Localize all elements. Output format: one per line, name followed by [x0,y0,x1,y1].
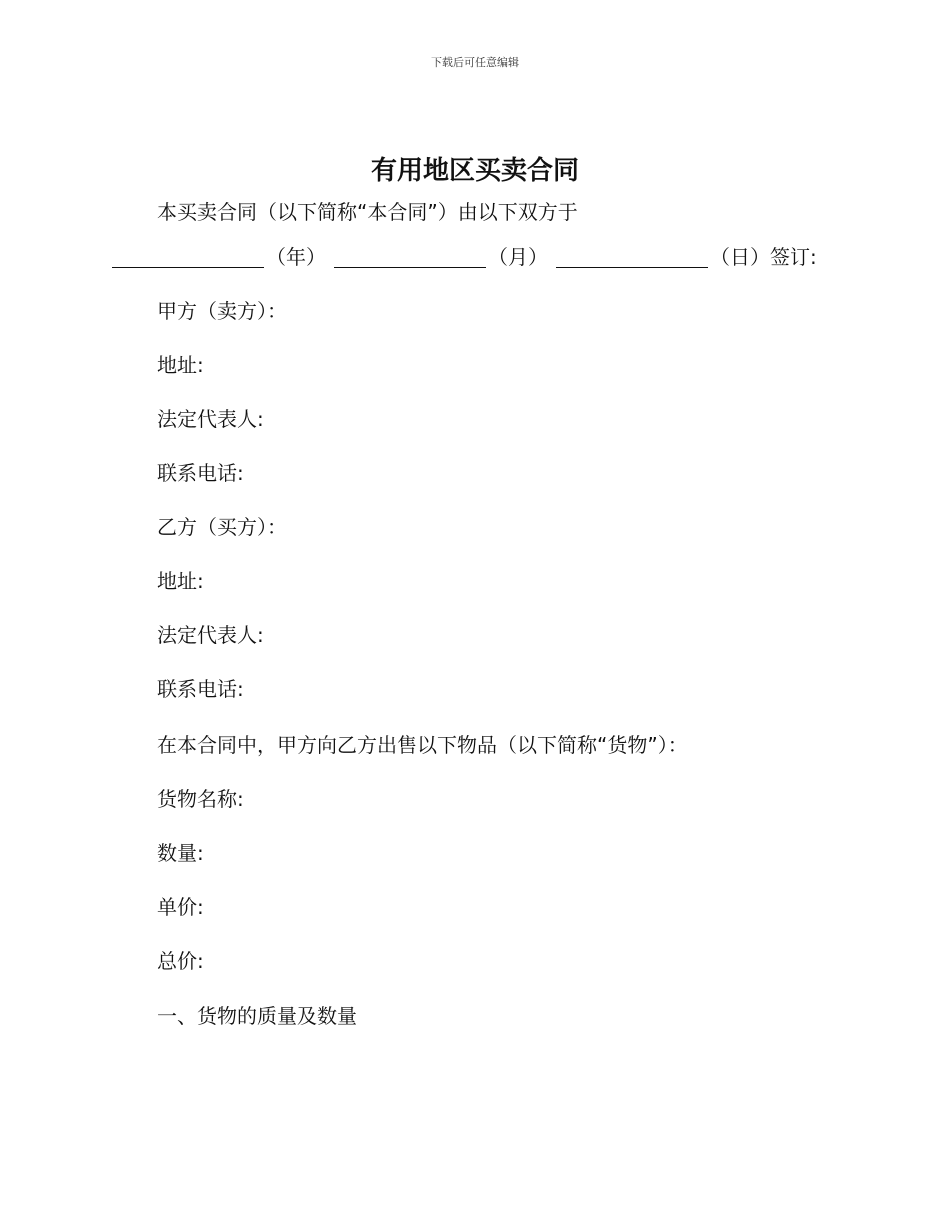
goods-quantity: 数量: [157,841,204,865]
goods-unit-price: 单价: [157,895,204,919]
party-a-legal-rep: 法定代表人: [157,407,264,431]
document-title: 有用地区买卖合同 [370,156,579,186]
day-blank [556,245,708,268]
month-label: （月） [488,245,548,269]
header-note: 下载后可任意编辑 [431,56,519,69]
day-label: （日）签订: [710,245,817,269]
party-b-phone: 联系电话: [157,677,244,701]
signing-date-line [112,243,825,271]
goods-total-price: 总价: [157,949,204,973]
year-label: （年） [266,245,326,269]
goods-intro: 在本合同中，甲方向乙方出售以下物品（以下简称“货物”）： [157,733,688,757]
intro-paragraph: 本买卖合同（以下简称“本合同”）由以下双方于 [157,200,578,224]
party-b-legal-rep: 法定代表人: [157,623,264,647]
party-a-phone: 联系电话: [157,461,244,485]
party-b-heading: 乙方（买方）： [157,515,287,539]
party-a-address: 地址: [157,353,204,377]
party-b-address: 地址: [157,569,204,593]
year-blank [112,245,264,268]
party-a-heading: 甲方（卖方）： [157,299,287,323]
month-blank [334,245,486,268]
goods-name: 货物名称: [157,787,244,811]
section-1-heading: 一、货物的质量及数量 [157,1004,357,1028]
